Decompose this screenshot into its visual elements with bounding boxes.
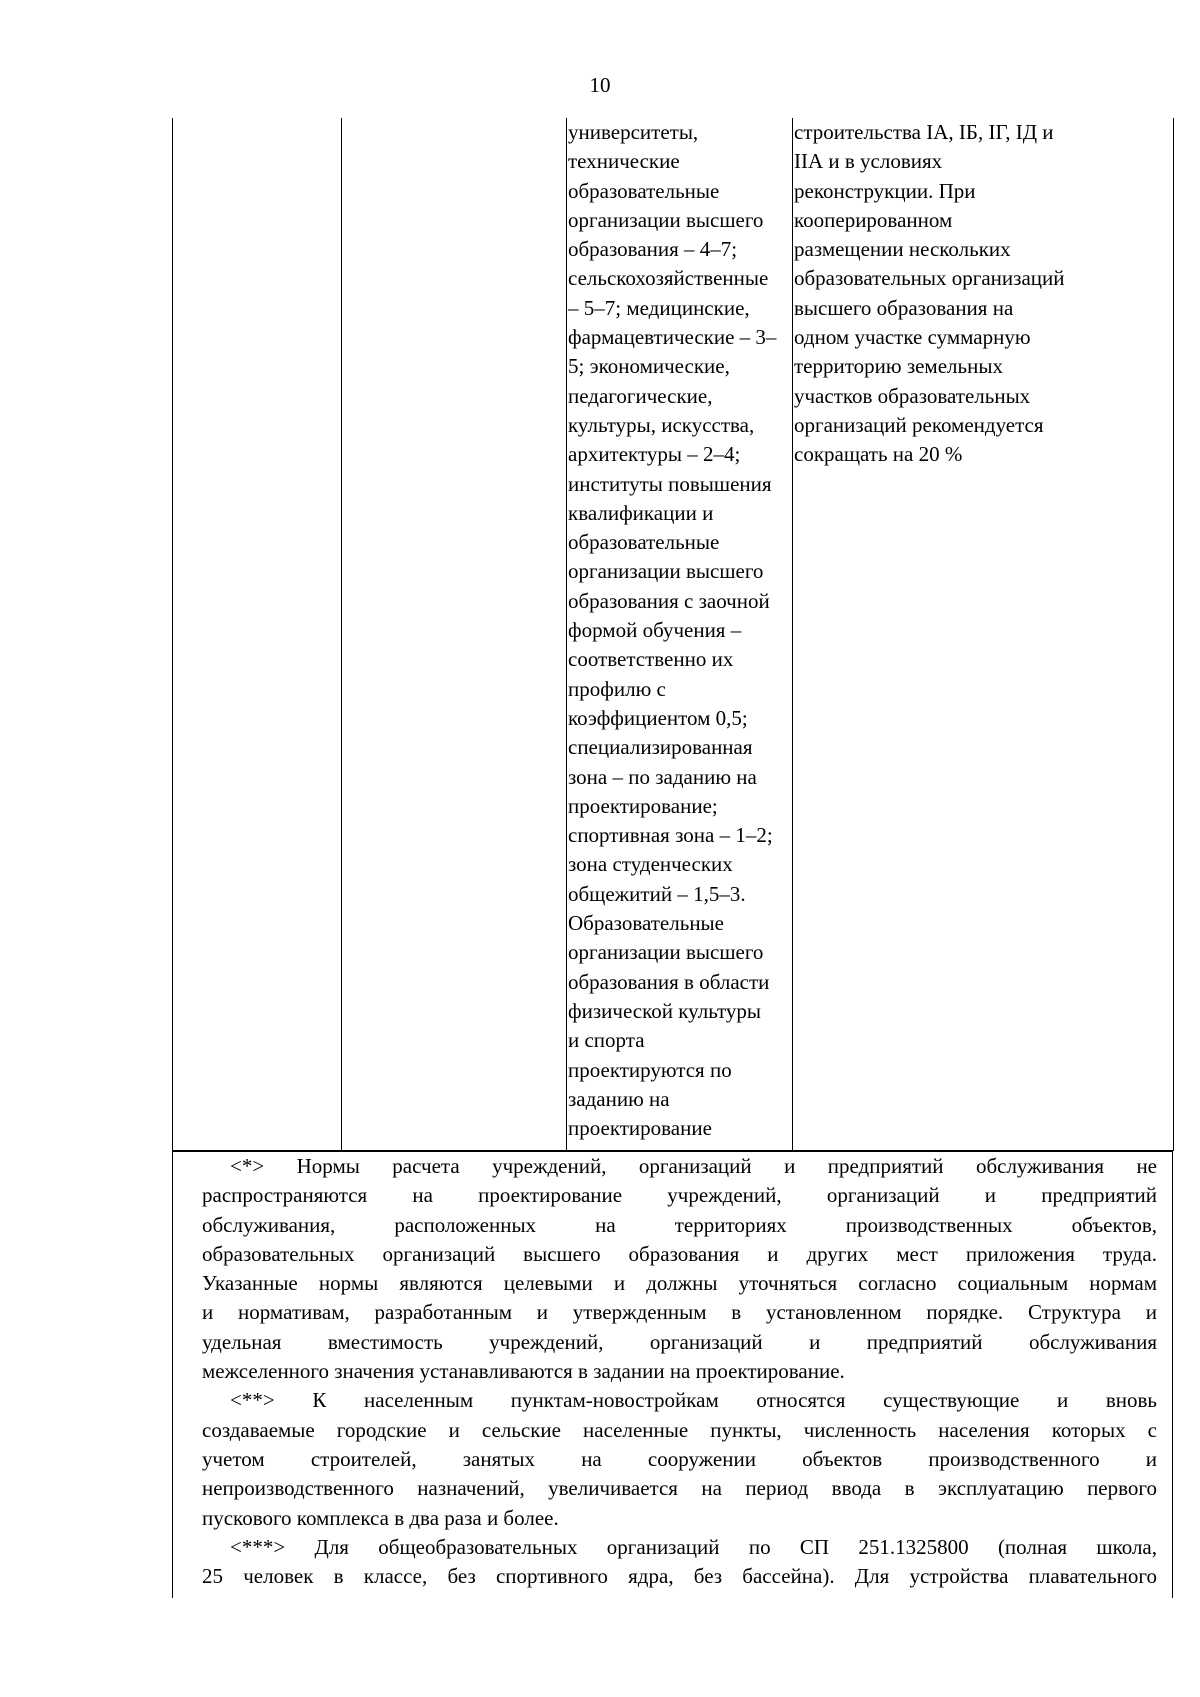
cell-line: организации высшего xyxy=(568,940,764,965)
footnote-line: учетом строителей, занятых на сооружении объектов производственного и xyxy=(202,1446,1157,1471)
footnote-line: <**> К населенным пунктам-новостройкам относятся существующие и вновь xyxy=(230,1388,1157,1413)
cell-line: кооперированном xyxy=(794,207,953,232)
cell-line: заданию на xyxy=(568,1086,670,1111)
cell-line: спортивная зона – 1–2; xyxy=(568,823,773,848)
page-number: 10 xyxy=(589,73,611,97)
footnote-double-asterisk xyxy=(202,1386,1157,1532)
cell-line: организаций рекомендуется xyxy=(794,412,1044,437)
cell-line: формой обучения – xyxy=(568,618,742,643)
cell-line: педагогические, xyxy=(568,383,713,408)
cell-line: одном участке суммарную xyxy=(794,325,1031,350)
cell-line: культуры, искусства, xyxy=(568,412,755,437)
table-cell-col3 xyxy=(567,118,793,1151)
footnotes-block xyxy=(172,1151,1173,1598)
cell-line: сокращать на 20 % xyxy=(794,442,963,467)
footnote-single-asterisk xyxy=(202,1152,1157,1386)
cell-line: физической культуры xyxy=(568,998,761,1023)
cell-line: проектирование; xyxy=(568,793,718,818)
cell-line: общежитий – 1,5–3. xyxy=(568,881,746,906)
cell-line: Образовательные xyxy=(568,911,724,936)
cell-line: образовательные xyxy=(568,178,720,203)
cell-line: организации высшего xyxy=(568,559,764,584)
footnote-line: и нормативам, разработанным и утвержденным в установленном порядке. Структура и xyxy=(202,1300,1157,1325)
cell-line: образования – 4–7; xyxy=(568,237,738,262)
cell-line: IIА и в условиях xyxy=(794,149,943,174)
cell-line: технические xyxy=(568,149,680,174)
cell-line: 5; экономические, xyxy=(568,354,730,379)
footnote-line: межселенного значения устанавливаются в задании на проектирование. xyxy=(202,1359,845,1384)
cell-line: и спорта xyxy=(568,1028,645,1053)
table-cell-col4 xyxy=(793,118,1174,1151)
footnote-line: обслуживания, расположенных на территориях производственных объектов, xyxy=(202,1212,1157,1237)
cell-line: специализированная xyxy=(568,735,753,760)
footnote-line: <*> Нормы расчета учреждений, организаций и предприятий обслуживания не xyxy=(230,1154,1157,1178)
cell-line: – 5–7; медицинские, xyxy=(568,295,750,320)
standards-table-continuation xyxy=(172,118,1174,1151)
table-cell-col2 xyxy=(342,118,567,1151)
footnote-line: распространяются на проектирование учреждений, организаций и предприятий xyxy=(202,1183,1157,1208)
footnote-line: <***> Для общеобразовательных организаций по СП 251.1325800 (полная школа, xyxy=(230,1534,1157,1559)
cell-line: сельскохозяйственные xyxy=(568,266,769,291)
cell-line: проектирование xyxy=(568,1116,712,1141)
footnote-line: удельная вместимость учреждений, организаций и предприятий обслуживания xyxy=(202,1329,1157,1354)
footnote-line: Указанные нормы являются целевыми и должны уточняться согласно социальным нормам xyxy=(202,1271,1157,1296)
cell-line: архитектуры – 2–4; xyxy=(568,442,741,467)
cell-line: образовательных организаций xyxy=(794,266,1065,291)
cell-line: университеты, xyxy=(568,120,699,144)
footnote-line: создаваемые городские и сельские населенные пункты, численность населения которых с xyxy=(202,1417,1157,1442)
cell-line: реконструкции. При xyxy=(794,178,976,203)
cell-line: проектируются по xyxy=(568,1057,732,1082)
cell-line: зона – по заданию на xyxy=(568,764,757,789)
table-row xyxy=(173,118,1174,1151)
cell-line: квалификации и xyxy=(568,500,714,525)
cell-line: организации высшего xyxy=(568,207,764,232)
cell-line: профилю с xyxy=(568,676,666,701)
cell-line: образования с заочной xyxy=(568,588,770,613)
cell-line: строительства IА, IБ, IГ, IД и xyxy=(794,120,1054,144)
cell-line: фармацевтические – 3– xyxy=(568,325,777,350)
footnote-triple-asterisk xyxy=(202,1533,1157,1592)
footnote-line: непроизводственного назначений, увеличивается на период ввода в эксплуатацию первого xyxy=(202,1476,1157,1501)
cell-line: институты повышения xyxy=(568,471,772,496)
cell-line: образовательные xyxy=(568,530,720,555)
cell-line: участков образовательных xyxy=(794,383,1031,408)
cell-line: зона студенческих xyxy=(568,852,733,877)
cell-line: размещении нескольких xyxy=(794,237,1011,262)
cell-line: образования в области xyxy=(568,969,770,994)
cell-line: территорию земельных xyxy=(794,354,1003,379)
table-cell-col1 xyxy=(173,118,342,1151)
footnote-line: пускового комплекса в два раза и более. xyxy=(202,1505,559,1530)
footnote-line: образовательных организаций высшего образования и других мест приложения труда. xyxy=(202,1241,1157,1266)
footnote-line: 25 человек в классе, без спортивного ядра, без бассейна). Для устройства плавательного xyxy=(202,1564,1157,1589)
cell-line: соответственно их xyxy=(568,647,734,672)
cell-line: коэффициентом 0,5; xyxy=(568,705,748,730)
cell-line: высшего образования на xyxy=(794,295,1014,320)
